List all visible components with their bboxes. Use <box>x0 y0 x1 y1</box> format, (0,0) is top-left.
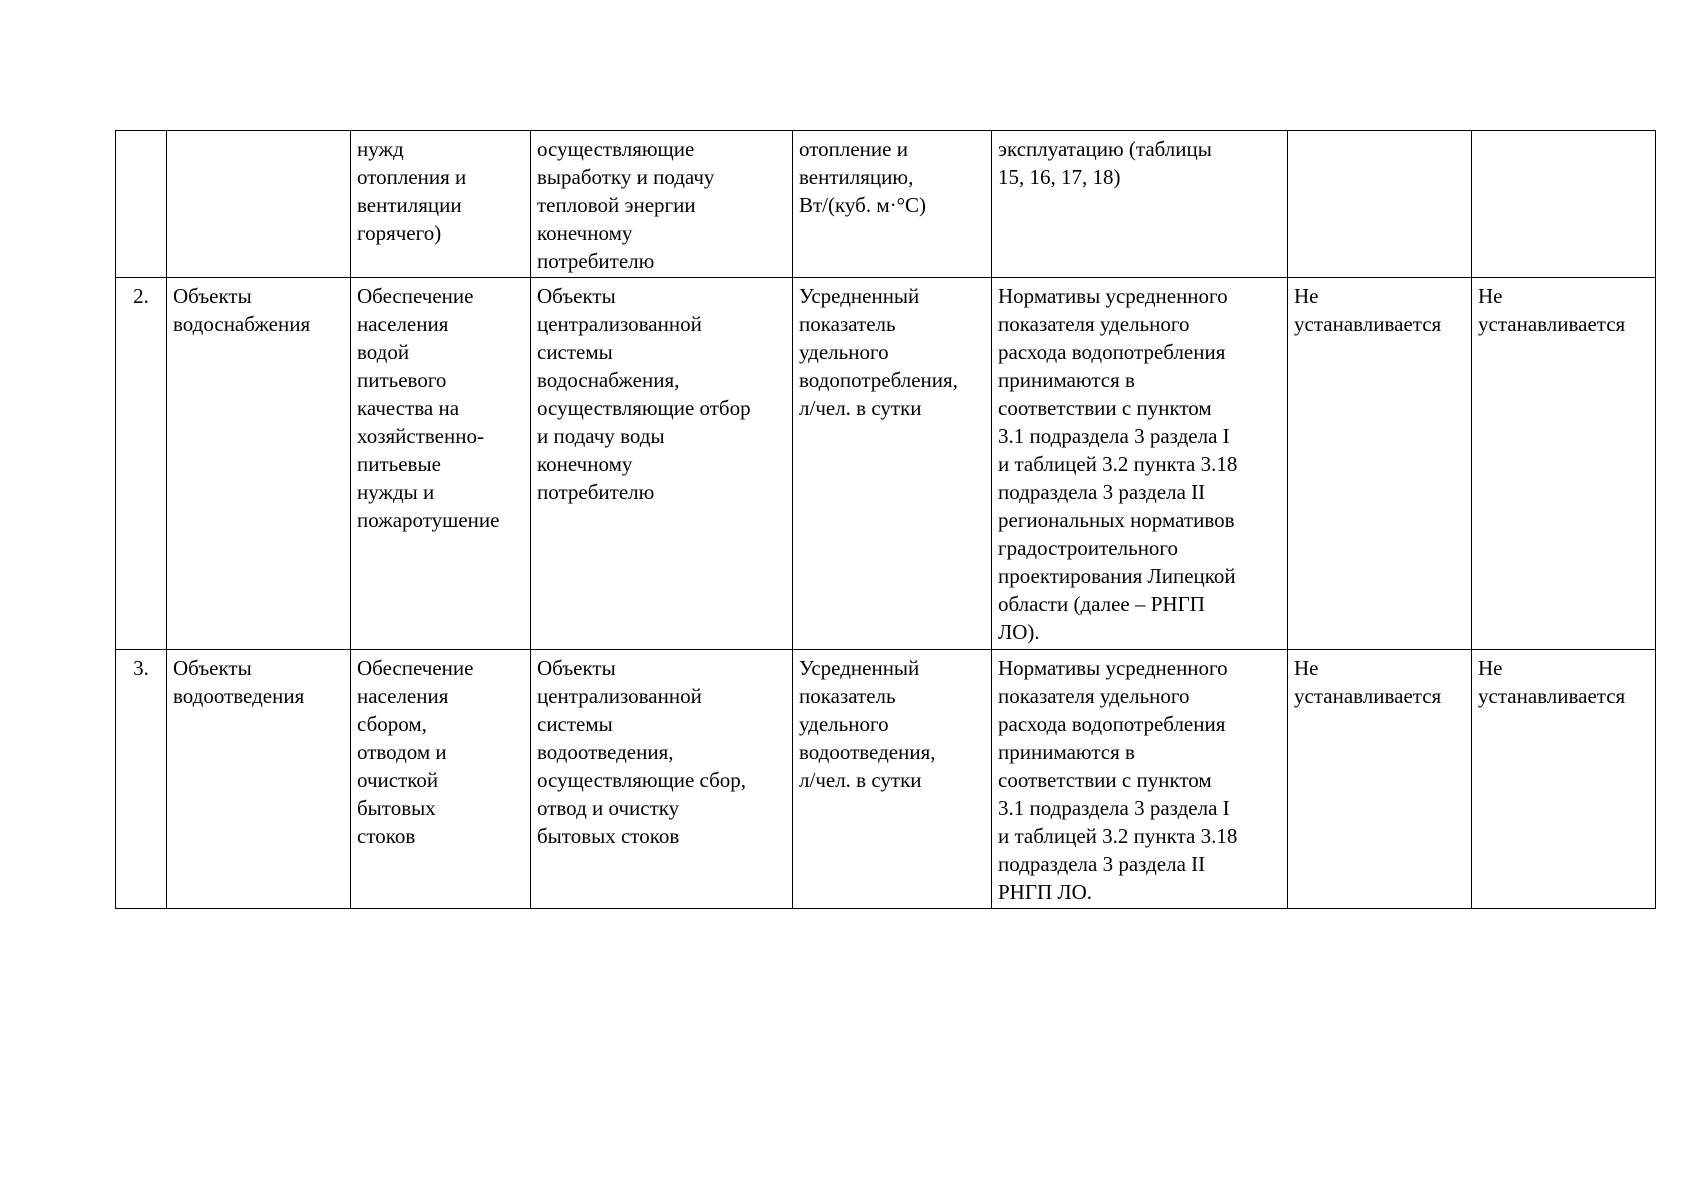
objects-description-cell <box>531 650 793 909</box>
objects-description: Объекты централизованной системы водоснабжения, осуществляющие отбор и подачу воды конечному потребителю <box>537 284 751 504</box>
row-number-cell <box>116 131 167 278</box>
row-number: 2. <box>133 284 149 308</box>
norm-cell <box>992 278 1288 650</box>
indicator-cell <box>793 650 992 909</box>
max-level-cell <box>1288 131 1472 278</box>
indicator-cell <box>793 131 992 278</box>
indicator: Усредненный показатель удельного водоотведения, л/чел. в сутки <box>799 656 936 792</box>
object-type-cell <box>167 131 351 278</box>
object-type: Объекты водоснабжения <box>173 284 311 336</box>
max-level-cell <box>1288 650 1472 909</box>
norm-cell <box>992 650 1288 909</box>
accessibility-value: Не устанавливается <box>1478 284 1626 336</box>
norm-text: Нормативы усредненного показателя удельного расхода водопотребления принимаются в соответствии с пунктом 3.1 подраздела 3 раздела I и таблицей 3.2 пункта 3.18 подраздела 3 раздела II РНГП ЛО. <box>998 656 1238 904</box>
purpose: нужд отопления и вентиляции горячего) <box>357 137 467 245</box>
norm-cell <box>992 131 1288 278</box>
standards-table <box>115 130 1656 909</box>
accessibility-cell <box>1472 650 1656 909</box>
objects-description-cell <box>531 131 793 278</box>
purpose: Обеспечение населения водой питьевого качества на хозяйственно- питьевые нужды и пожаротушение <box>357 284 500 532</box>
norm-text: Нормативы усредненного показателя удельного расхода водопотребления принимаются в соответствии с пунктом 3.1 подраздела 3 раздела I и таблицей 3.2 пункта 3.18 подраздела 3 раздела II региональных нормативов градостроительного проектирования Липецкой области (далее – РНГП ЛО). <box>998 284 1238 644</box>
objects-description: осуществляющие выработку и подачу тепловой энергии конечному потребителю <box>537 137 715 273</box>
object-type-cell <box>167 650 351 909</box>
max-level-cell <box>1288 278 1472 650</box>
table-row <box>116 278 1656 650</box>
table-row <box>116 650 1656 909</box>
max-level-value: Не устанавливается <box>1294 656 1442 708</box>
object-type: Объекты водоотведения <box>173 656 305 708</box>
purpose-cell <box>351 131 531 278</box>
accessibility-value: Не устанавливается <box>1478 656 1626 708</box>
objects-description-cell <box>531 278 793 650</box>
row-number-cell <box>116 650 167 909</box>
indicator: Усредненный показатель удельного водопотребления, л/чел. в сутки <box>799 284 958 420</box>
norm-text: эксплуатацию (таблицы 15, 16, 17, 18) <box>998 137 1212 189</box>
row-number-cell <box>116 278 167 650</box>
max-level-value: Не устанавливается <box>1294 284 1442 336</box>
accessibility-cell <box>1472 278 1656 650</box>
objects-description: Объекты централизованной системы водоотведения, осуществляющие сбор, отвод и очистку бытовых стоков <box>537 656 747 848</box>
indicator-cell <box>793 278 992 650</box>
row-number: 3. <box>133 656 149 680</box>
object-type-cell <box>167 278 351 650</box>
table-row <box>116 131 1656 278</box>
indicator: отопление и вентиляцию, Вт/(куб. м·°С) <box>799 137 927 217</box>
purpose-cell <box>351 278 531 650</box>
purpose-cell <box>351 650 531 909</box>
accessibility-cell <box>1472 131 1656 278</box>
purpose: Обеспечение населения сбором, отводом и очисткой бытовых стоков <box>357 656 474 848</box>
